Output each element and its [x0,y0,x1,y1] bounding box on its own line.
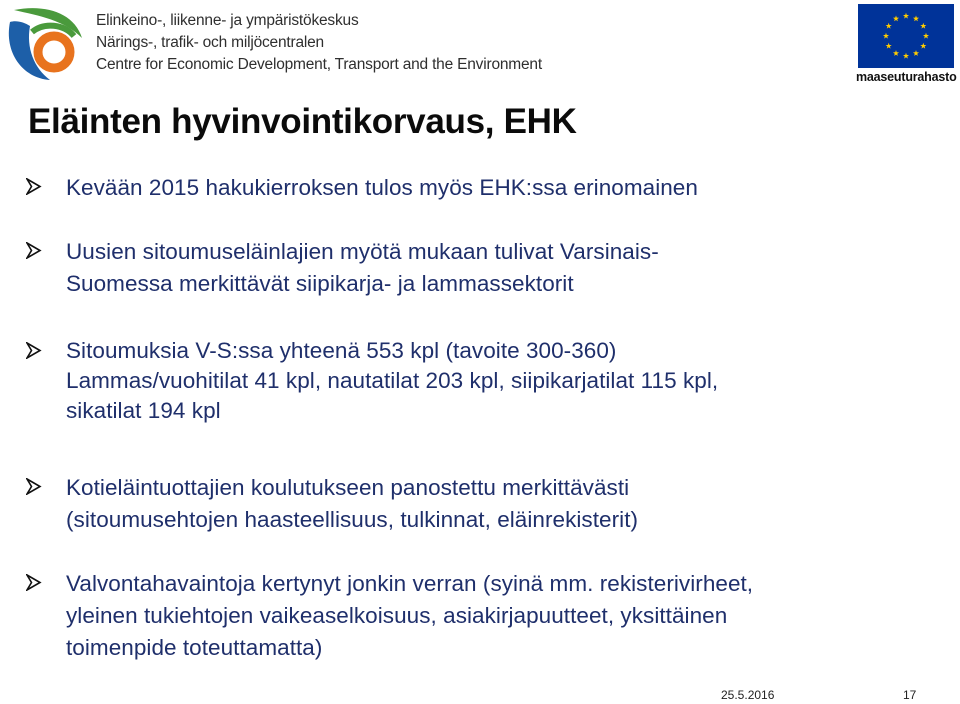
eu-fund-logo [856,4,956,84]
ely-centre-logo-icon [4,2,84,82]
org-name-finnish: Elinkeino-, liikenne- ja ympäristökeskus [96,12,359,29]
slide-title: Eläinten hyvinvointikorvaus, EHK [28,102,577,141]
bullet-line: Kotieläintuottajien koulutukseen panostettu merkittävästi [66,475,630,500]
organization-name [96,10,542,76]
arrow-bullet-icon [26,242,42,259]
bullet-line: Kevään 2015 hakukierroksen tulos myös EHK:ssa erinomainen [66,175,698,200]
bullet-text [66,172,698,204]
bullet-line: yleinen tukiehtojen vaikeaselkoisuus, asiakirjapuutteet, yksittäinen [66,603,728,628]
bullet-text [66,472,638,536]
bullet-line: Uusien sitoumuseläinlajien myötä mukaan tulivat Varsinais- [66,239,659,264]
org-name-english: Centre for Economic Development, Transport and the Environment [96,56,542,73]
bullet-line: sikatilat 194 kpl [66,398,221,423]
slide-page-number: 17 [903,688,917,702]
bullet-text [66,336,718,426]
eu-flag-icon [858,4,954,68]
bullet-line: toimenpide toteuttamatta) [66,635,323,660]
arrow-bullet-icon [26,342,42,359]
org-name-swedish: Närings-, trafik- och miljöcentralen [96,34,324,51]
bullet-line: (sitoumusehtojen haasteellisuus, tulkinnat, eläinrekisterit) [66,507,639,532]
bullet-line: Suomessa merkittävät siipikarja- ja lammassektorit [66,271,574,296]
eu-fund-caption: maaseuturahasto [856,70,957,84]
arrow-bullet-icon [26,574,42,591]
bullet-line: Valvontahavaintoja kertynyt jonkin verran (syinä mm. rekisterivirheet, [66,571,754,596]
arrow-bullet-icon [26,178,42,195]
arrow-bullet-icon [26,478,42,495]
slide-header [0,0,960,90]
bullet-text [66,568,753,664]
slide-date: 25.5.2016 [721,688,775,702]
bullet-line: Sitoumuksia V-S:ssa yhteenä 553 kpl (tavoite 300-360) [66,338,617,363]
bullet-line: Lammas/vuohitilat 41 kpl, nautatilat 203 kpl, siipikarjatilat 115 kpl, [66,368,719,393]
bullet-text [66,236,659,300]
